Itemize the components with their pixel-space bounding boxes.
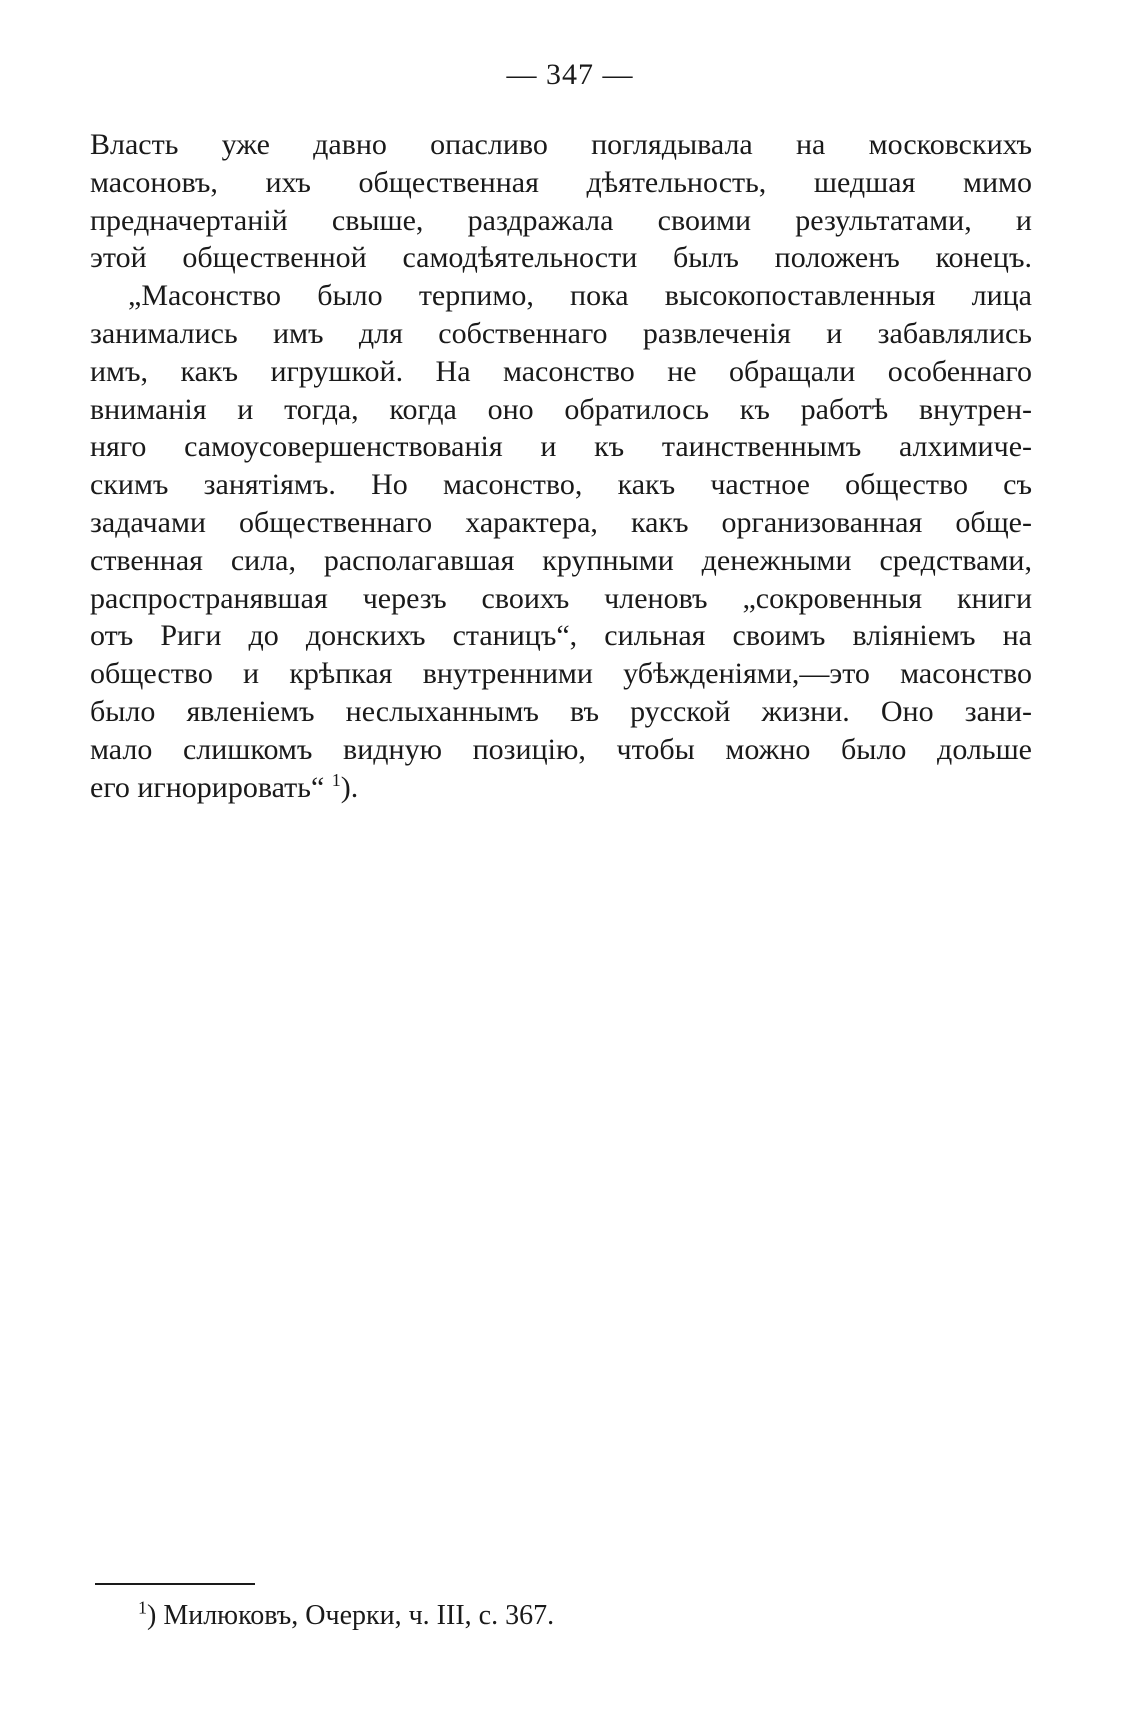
main-paragraph	[90, 126, 1032, 806]
closing-punctuation: ).	[340, 770, 359, 804]
footnote-text: ) Милюковъ, Очерки, ч. III, с. 367.	[147, 1600, 555, 1631]
text-line: масоновъ, ихъ общественная дѣятельность, шедшая мимо	[90, 165, 1032, 199]
text-line: общество и крѣпкая внутренними убѣжденіями,—это масонство	[90, 657, 1032, 691]
text-line: распространявшая черезъ своихъ членовъ „сокровенныя книги	[90, 581, 1032, 615]
text-line: занимались имъ для собственнаго развлеченія и забавлялись	[90, 316, 1032, 350]
text-line: няго самоусовершенствованія и къ таинственнымъ алхимиче-	[90, 430, 1032, 464]
text-line: скимъ занятіямъ. Но масонство, какъ частное общество съ	[90, 468, 1032, 502]
text-line: мало слишкомъ видную позицію, чтобы можно было дольше	[90, 732, 1032, 766]
text-line: этой общественной самодѣятельности былъ положенъ конецъ.	[90, 241, 1032, 275]
text-line: отъ Риги до донскихъ станицъ“, сильная своимъ вліяніемъ на	[90, 619, 1032, 653]
text-line-last	[90, 769, 1032, 807]
footnote-divider	[95, 1583, 255, 1585]
text-line: вниманія и тогда, когда оно обратилось къ работѣ внутрен-	[90, 392, 1032, 426]
text-line: „Масонство было терпимо, пока высокопоставленныя лица	[128, 279, 1032, 313]
text-line: ственная сила, располагавшая крупными денежными средствами,	[90, 543, 1032, 577]
text-line-content: его игнорировать“	[90, 770, 325, 804]
text-line: задачами общественнаго характера, какъ организованная обще-	[90, 505, 1032, 539]
footnote-marker: 1	[138, 1597, 147, 1618]
footnote	[138, 1597, 555, 1632]
text-line: имъ, какъ игрушкой. На масонство не обращали особеннаго	[90, 354, 1032, 388]
text-line: было явленіемъ неслыханнымъ въ русской жизни. Оно зани-	[90, 694, 1032, 728]
text-line: Власть уже давно опасливо поглядывала на московскихъ	[90, 128, 1032, 161]
footnote-reference[interactable]: 1	[331, 769, 341, 790]
page-number: — 347 —	[506, 58, 634, 91]
text-line: предначертаній свыше, раздражала своими результатами, и	[90, 203, 1032, 237]
